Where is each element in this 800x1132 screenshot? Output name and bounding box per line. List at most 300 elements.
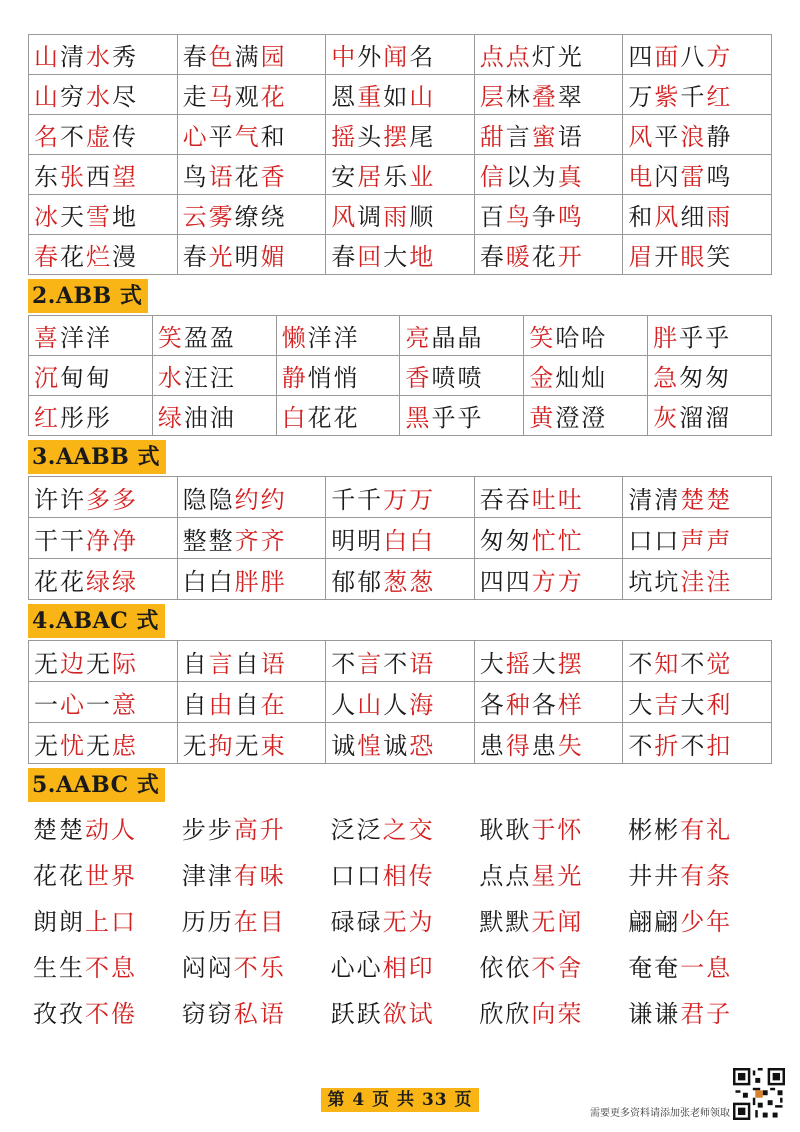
highlighted-char: 上口: [85, 907, 137, 936]
plain-char: 步步: [181, 815, 234, 844]
highlighted-char: 水: [157, 364, 184, 392]
plain-char: 八: [680, 43, 707, 71]
idiom-cell: [623, 559, 772, 600]
plain-char: 乐: [383, 163, 410, 191]
plain-char: 头: [357, 123, 384, 151]
plain-char: 甸甸: [60, 364, 112, 392]
idiom-cell: [326, 641, 475, 682]
section5-header-wrap: [28, 764, 772, 802]
highlighted-char: 有条: [680, 861, 733, 890]
plain-char: 明: [234, 243, 261, 271]
highlighted-char: 风: [628, 123, 655, 151]
plain-char: 干干: [34, 526, 86, 555]
plain-char: 不: [628, 731, 655, 760]
plain-char: 平: [654, 123, 681, 151]
highlighted-char: 烂: [86, 243, 112, 271]
plain-char: 无: [234, 731, 261, 760]
plain-char: 闪: [654, 163, 681, 191]
idiom-cell: [29, 477, 178, 518]
highlighted-char: 鸟: [505, 203, 532, 231]
plain-char: 耿耿: [479, 815, 532, 844]
plain-char: 不: [628, 649, 655, 678]
table-row: [29, 396, 772, 436]
highlighted-char: 失: [557, 731, 584, 760]
highlighted-char: 香: [405, 364, 432, 392]
plain-char: 名: [409, 43, 436, 71]
section1-body: [29, 35, 772, 275]
plain-char: 自: [234, 649, 261, 678]
idiom-cell: [623, 195, 772, 235]
plain-char: 西: [86, 163, 112, 191]
plain-char: 点点: [479, 861, 532, 890]
plain-char: 四: [628, 43, 655, 71]
plain-char: 尾: [409, 123, 436, 151]
plain-char: 坑坑: [628, 567, 681, 596]
highlighted-char: 有礼: [680, 815, 733, 844]
highlighted-char: 动人: [85, 815, 137, 844]
highlighted-char: 少年: [680, 907, 733, 936]
highlighted-char: 鸣: [557, 203, 584, 231]
plain-char: 不: [680, 731, 707, 760]
idiom-cell: [474, 155, 623, 195]
plain-char: 患: [479, 731, 506, 760]
plain-char: 满: [234, 43, 261, 71]
highlighted-char: 面: [654, 43, 681, 71]
section3-title: 3.AABB 式: [28, 440, 166, 474]
plain-char: 地: [112, 203, 138, 231]
highlighted-char: 际: [112, 649, 138, 678]
idiom-cell: [474, 902, 623, 937]
highlighted-char: 山: [409, 83, 436, 111]
plain-char: 清清: [628, 485, 681, 514]
highlighted-char: 点: [479, 43, 506, 71]
highlighted-char: 白白: [383, 526, 436, 555]
idiom-table-section1: [28, 34, 772, 275]
idiom-cell: [648, 356, 772, 396]
plain-char: 鸟: [182, 163, 209, 191]
highlighted-char: 眉: [628, 243, 655, 271]
highlighted-char: 方: [706, 43, 733, 71]
highlighted-char: 色: [208, 43, 235, 71]
idiom-cell: [152, 396, 276, 436]
idiom-cell: [524, 356, 648, 396]
highlighted-char: 得: [505, 731, 532, 760]
plain-char: 依依: [479, 953, 532, 982]
idiom-cell: [474, 115, 623, 155]
highlighted-char: 不乐: [233, 953, 286, 982]
table-row: [29, 35, 772, 75]
plain-char: 匆匆: [479, 526, 532, 555]
idiom-cell: [474, 477, 623, 518]
plain-char: 郁郁: [331, 567, 384, 596]
plain-char: 不: [680, 649, 707, 678]
highlighted-char: 虑: [112, 731, 138, 760]
plain-char: 翠: [557, 83, 584, 111]
highlighted-char: 懒: [281, 324, 308, 352]
table-row: [29, 641, 772, 682]
plain-char: 调: [357, 203, 384, 231]
list-row: [28, 942, 772, 988]
idiom-table-section3: [28, 476, 772, 600]
plain-char: 以: [505, 163, 532, 191]
plain-char: 不: [383, 649, 410, 678]
section2-body: [29, 316, 772, 436]
plain-char: 缭: [234, 203, 261, 231]
idiom-cell: [326, 559, 475, 600]
highlighted-char: 种: [505, 690, 532, 719]
idiom-cell: [474, 559, 623, 600]
plain-char: 患: [531, 731, 558, 760]
page-content: [28, 34, 772, 1034]
highlighted-char: 虚: [86, 123, 112, 151]
plain-char: 楚楚: [33, 815, 85, 844]
highlighted-char: 静: [281, 364, 308, 392]
idiom-cell: [29, 723, 178, 764]
idiom-table-section4: [28, 640, 772, 764]
highlighted-char: 笑: [529, 324, 556, 352]
idiom-cell: [474, 948, 623, 983]
highlighted-char: 园: [260, 43, 287, 71]
highlighted-char: 葱葱: [383, 567, 436, 596]
plain-char: 闷闷: [181, 953, 234, 982]
highlighted-char: 胖胖: [234, 567, 287, 596]
plain-char: 许许: [34, 485, 86, 514]
section3-header-wrap: [28, 436, 772, 474]
idiom-cell: [623, 810, 772, 845]
highlighted-char: 语: [260, 649, 287, 678]
highlighted-char: 金: [529, 364, 556, 392]
table-row: [29, 518, 772, 559]
idiom-cell: [177, 195, 326, 235]
highlighted-char: 洼洼: [680, 567, 733, 596]
idiom-cell: [177, 35, 326, 75]
highlighted-char: 冰: [34, 203, 60, 231]
table-row: [29, 195, 772, 235]
highlighted-char: 吐吐: [531, 485, 584, 514]
plain-char: 喷喷: [431, 364, 484, 392]
highlighted-char: 万万: [383, 485, 436, 514]
highlighted-char: 在目: [233, 907, 286, 936]
highlighted-char: 一息: [680, 953, 733, 982]
idiom-cell: [29, 75, 178, 115]
highlighted-char: 黄: [529, 404, 556, 432]
plain-char: 万: [628, 83, 655, 111]
plain-char: 漫: [112, 243, 138, 271]
idiom-cell: [28, 948, 177, 983]
highlighted-char: 无闻: [531, 907, 584, 936]
plain-char: 晶晶: [431, 324, 484, 352]
table-row: [29, 559, 772, 600]
plain-char: 花: [531, 243, 558, 271]
table-row: [29, 155, 772, 195]
highlighted-char: 电: [628, 163, 655, 191]
highlighted-char: 望: [112, 163, 138, 191]
plain-char: 春: [479, 243, 506, 271]
section3-body: [29, 477, 772, 600]
plain-char: 自: [182, 649, 209, 678]
idiom-cell: [29, 195, 178, 235]
plain-char: 光: [557, 43, 584, 71]
idiom-list-section5: [28, 804, 772, 1034]
idiom-cell: [177, 810, 326, 845]
idiom-cell: [29, 115, 178, 155]
highlighted-char: 言: [208, 649, 235, 678]
highlighted-char: 之交: [382, 815, 435, 844]
highlighted-char: 真: [557, 163, 584, 191]
plain-char: 历历: [181, 907, 234, 936]
plain-char: 溜溜: [679, 404, 732, 432]
highlighted-char: 语: [208, 163, 235, 191]
idiom-cell: [326, 115, 475, 155]
plain-char: 隐隐: [182, 485, 235, 514]
section5-title: 5.AABC 式: [28, 768, 165, 802]
highlighted-char: 眼: [680, 243, 707, 271]
idiom-cell: [326, 902, 475, 937]
idiom-cell: [28, 994, 177, 1029]
plain-char: 走: [182, 83, 209, 111]
highlighted-char: 忙忙: [531, 526, 584, 555]
highlighted-char: 吉: [654, 690, 681, 719]
idiom-cell: [177, 155, 326, 195]
idiom-cell: [623, 115, 772, 155]
plain-char: 无: [182, 731, 209, 760]
plain-char: 静: [706, 123, 733, 151]
plain-char: 跃跃: [330, 999, 383, 1028]
highlighted-char: 花: [260, 83, 287, 111]
plain-char: 洋洋: [60, 324, 112, 352]
qr-note: 需要更多资料请添加张老师领取: [590, 1108, 730, 1119]
idiom-cell: [29, 682, 178, 723]
highlighted-char: 云: [182, 203, 209, 231]
highlighted-char: 拘: [208, 731, 235, 760]
highlighted-char: 黑: [405, 404, 432, 432]
plain-char: 天: [60, 203, 86, 231]
plain-char: 各: [531, 690, 558, 719]
plain-char: 诚: [383, 731, 410, 760]
plain-char: 清: [60, 43, 86, 71]
table-row: [29, 477, 772, 518]
idiom-cell: [177, 235, 326, 275]
idiom-cell: [326, 682, 475, 723]
highlighted-char: 笑: [157, 324, 184, 352]
highlighted-char: 雪: [86, 203, 112, 231]
idiom-cell: [28, 810, 177, 845]
idiom-cell: [648, 316, 772, 356]
highlighted-char: 楚楚: [680, 485, 733, 514]
highlighted-char: 重: [357, 83, 384, 111]
idiom-cell: [623, 723, 772, 764]
plain-char: 一: [34, 690, 60, 719]
highlighted-char: 回: [357, 243, 384, 271]
idiom-cell: [474, 810, 623, 845]
plain-char: 碌碌: [330, 907, 383, 936]
idiom-cell: [400, 396, 524, 436]
plain-char: 细: [680, 203, 707, 231]
idiom-cell: [623, 477, 772, 518]
plain-char: 乎乎: [431, 404, 484, 432]
highlighted-char: 不倦: [85, 999, 137, 1028]
idiom-cell: [177, 641, 326, 682]
highlighted-char: 业: [409, 163, 436, 191]
highlighted-char: 觉: [706, 649, 733, 678]
plain-char: 和: [260, 123, 287, 151]
highlighted-char: 由: [208, 690, 235, 719]
highlighted-char: 水: [86, 43, 112, 71]
highlighted-char: 言: [357, 649, 384, 678]
plain-char: 千千: [331, 485, 384, 514]
plain-char: 心心: [330, 953, 383, 982]
idiom-cell: [276, 356, 400, 396]
plain-char: 欣欣: [479, 999, 532, 1028]
plain-char: 彤彤: [60, 404, 112, 432]
idiom-cell: [623, 75, 772, 115]
idiom-cell: [326, 195, 475, 235]
plain-char: 哈哈: [555, 324, 608, 352]
idiom-cell: [177, 518, 326, 559]
highlighted-char: 摆: [557, 649, 584, 678]
plain-char: 千: [680, 83, 707, 111]
highlighted-char: 摆: [383, 123, 410, 151]
table-row: [29, 723, 772, 764]
idiom-cell: [400, 356, 524, 396]
plain-char: 整整: [182, 526, 235, 555]
highlighted-char: 春: [34, 243, 60, 271]
idiom-cell: [28, 856, 177, 891]
highlighted-char: 心: [182, 123, 209, 151]
plain-char: 口口: [330, 861, 383, 890]
plain-char: 恩: [331, 83, 358, 111]
idiom-cell: [623, 994, 772, 1029]
highlighted-char: 心: [60, 690, 86, 719]
highlighted-char: 无为: [382, 907, 435, 936]
plain-char: 林: [505, 83, 532, 111]
plain-char: 谦谦: [628, 999, 681, 1028]
plain-char: 穷: [60, 83, 86, 111]
plain-char: 无: [86, 731, 112, 760]
highlighted-char: 蜜: [531, 123, 558, 151]
idiom-table-section2: [28, 315, 772, 436]
highlighted-char: 雨: [706, 203, 733, 231]
list-row: [28, 850, 772, 896]
plain-char: 井井: [628, 861, 681, 890]
idiom-cell: [623, 856, 772, 891]
highlighted-char: 雨: [383, 203, 410, 231]
plain-char: 彬彬: [628, 815, 681, 844]
plain-char: 悄悄: [307, 364, 360, 392]
idiom-cell: [474, 641, 623, 682]
highlighted-char: 知: [654, 649, 681, 678]
plain-char: 人: [383, 690, 410, 719]
plain-char: 争: [531, 203, 558, 231]
highlighted-char: 方方: [531, 567, 584, 596]
plain-char: 四四: [479, 567, 532, 596]
idiom-cell: [623, 641, 772, 682]
plain-char: 人: [331, 690, 358, 719]
highlighted-char: 语: [409, 649, 436, 678]
highlighted-char: 绿绿: [86, 567, 138, 596]
plain-char: 春: [331, 243, 358, 271]
idiom-cell: [400, 316, 524, 356]
highlighted-char: 海: [409, 690, 436, 719]
highlighted-char: 喜: [34, 324, 60, 352]
idiom-cell: [29, 35, 178, 75]
table-row: [29, 356, 772, 396]
highlighted-char: 光: [208, 243, 235, 271]
idiom-cell: [474, 682, 623, 723]
highlighted-char: 于怀: [531, 815, 584, 844]
highlighted-char: 水: [86, 83, 112, 111]
plain-char: 鸣: [706, 163, 733, 191]
highlighted-char: 中: [331, 43, 358, 71]
idiom-cell: [623, 155, 772, 195]
highlighted-char: 沉: [34, 364, 60, 392]
highlighted-char: 净净: [86, 526, 138, 555]
idiom-cell: [29, 155, 178, 195]
idiom-cell: [326, 948, 475, 983]
section2-title: 2.ABB 式: [28, 279, 148, 313]
plain-char: 花: [60, 243, 86, 271]
plain-char: 翩翩: [628, 907, 681, 936]
plain-char: 花花: [307, 404, 360, 432]
plain-char: 生生: [33, 953, 85, 982]
highlighted-char: 媚: [260, 243, 287, 271]
idiom-cell: [29, 518, 178, 559]
highlighted-char: 紫: [654, 83, 681, 111]
page-number: 第 4 页 共 33 页: [321, 1088, 478, 1112]
idiom-cell: [474, 235, 623, 275]
plain-char: 春: [182, 243, 209, 271]
list-row: [28, 804, 772, 850]
plain-char: 白白: [182, 567, 235, 596]
highlighted-char: 风: [654, 203, 681, 231]
plain-char: 和: [628, 203, 655, 231]
highlighted-char: 在: [260, 690, 287, 719]
highlighted-char: 风: [331, 203, 358, 231]
highlighted-char: 急: [653, 364, 680, 392]
idiom-cell: [152, 316, 276, 356]
highlighted-char: 亮: [405, 324, 432, 352]
highlighted-char: 信: [479, 163, 506, 191]
plain-char: 花花: [34, 567, 86, 596]
table-row: [29, 75, 772, 115]
idiom-cell: [326, 994, 475, 1029]
idiom-cell: [29, 235, 178, 275]
plain-char: 口口: [628, 526, 681, 555]
plain-char: 笑: [706, 243, 733, 271]
plain-char: 默默: [479, 907, 532, 936]
plain-char: 传: [112, 123, 138, 151]
idiom-cell: [29, 641, 178, 682]
idiom-cell: [623, 35, 772, 75]
plain-char: 顺: [409, 203, 436, 231]
plain-char: 平: [208, 123, 235, 151]
idiom-cell: [326, 477, 475, 518]
table-row: [29, 682, 772, 723]
highlighted-char: 甜: [479, 123, 506, 151]
highlighted-char: 利: [706, 690, 733, 719]
idiom-cell: [29, 396, 153, 436]
plain-char: 孜孜: [33, 999, 85, 1028]
plain-char: 语: [557, 123, 584, 151]
highlighted-char: 恐: [409, 731, 436, 760]
idiom-cell: [177, 477, 326, 518]
highlighted-char: 多多: [86, 485, 138, 514]
idiom-cell: [152, 356, 276, 396]
idiom-cell: [326, 235, 475, 275]
highlighted-char: 样: [557, 690, 584, 719]
section4-body: [29, 641, 772, 764]
highlighted-char: 束: [260, 731, 287, 760]
